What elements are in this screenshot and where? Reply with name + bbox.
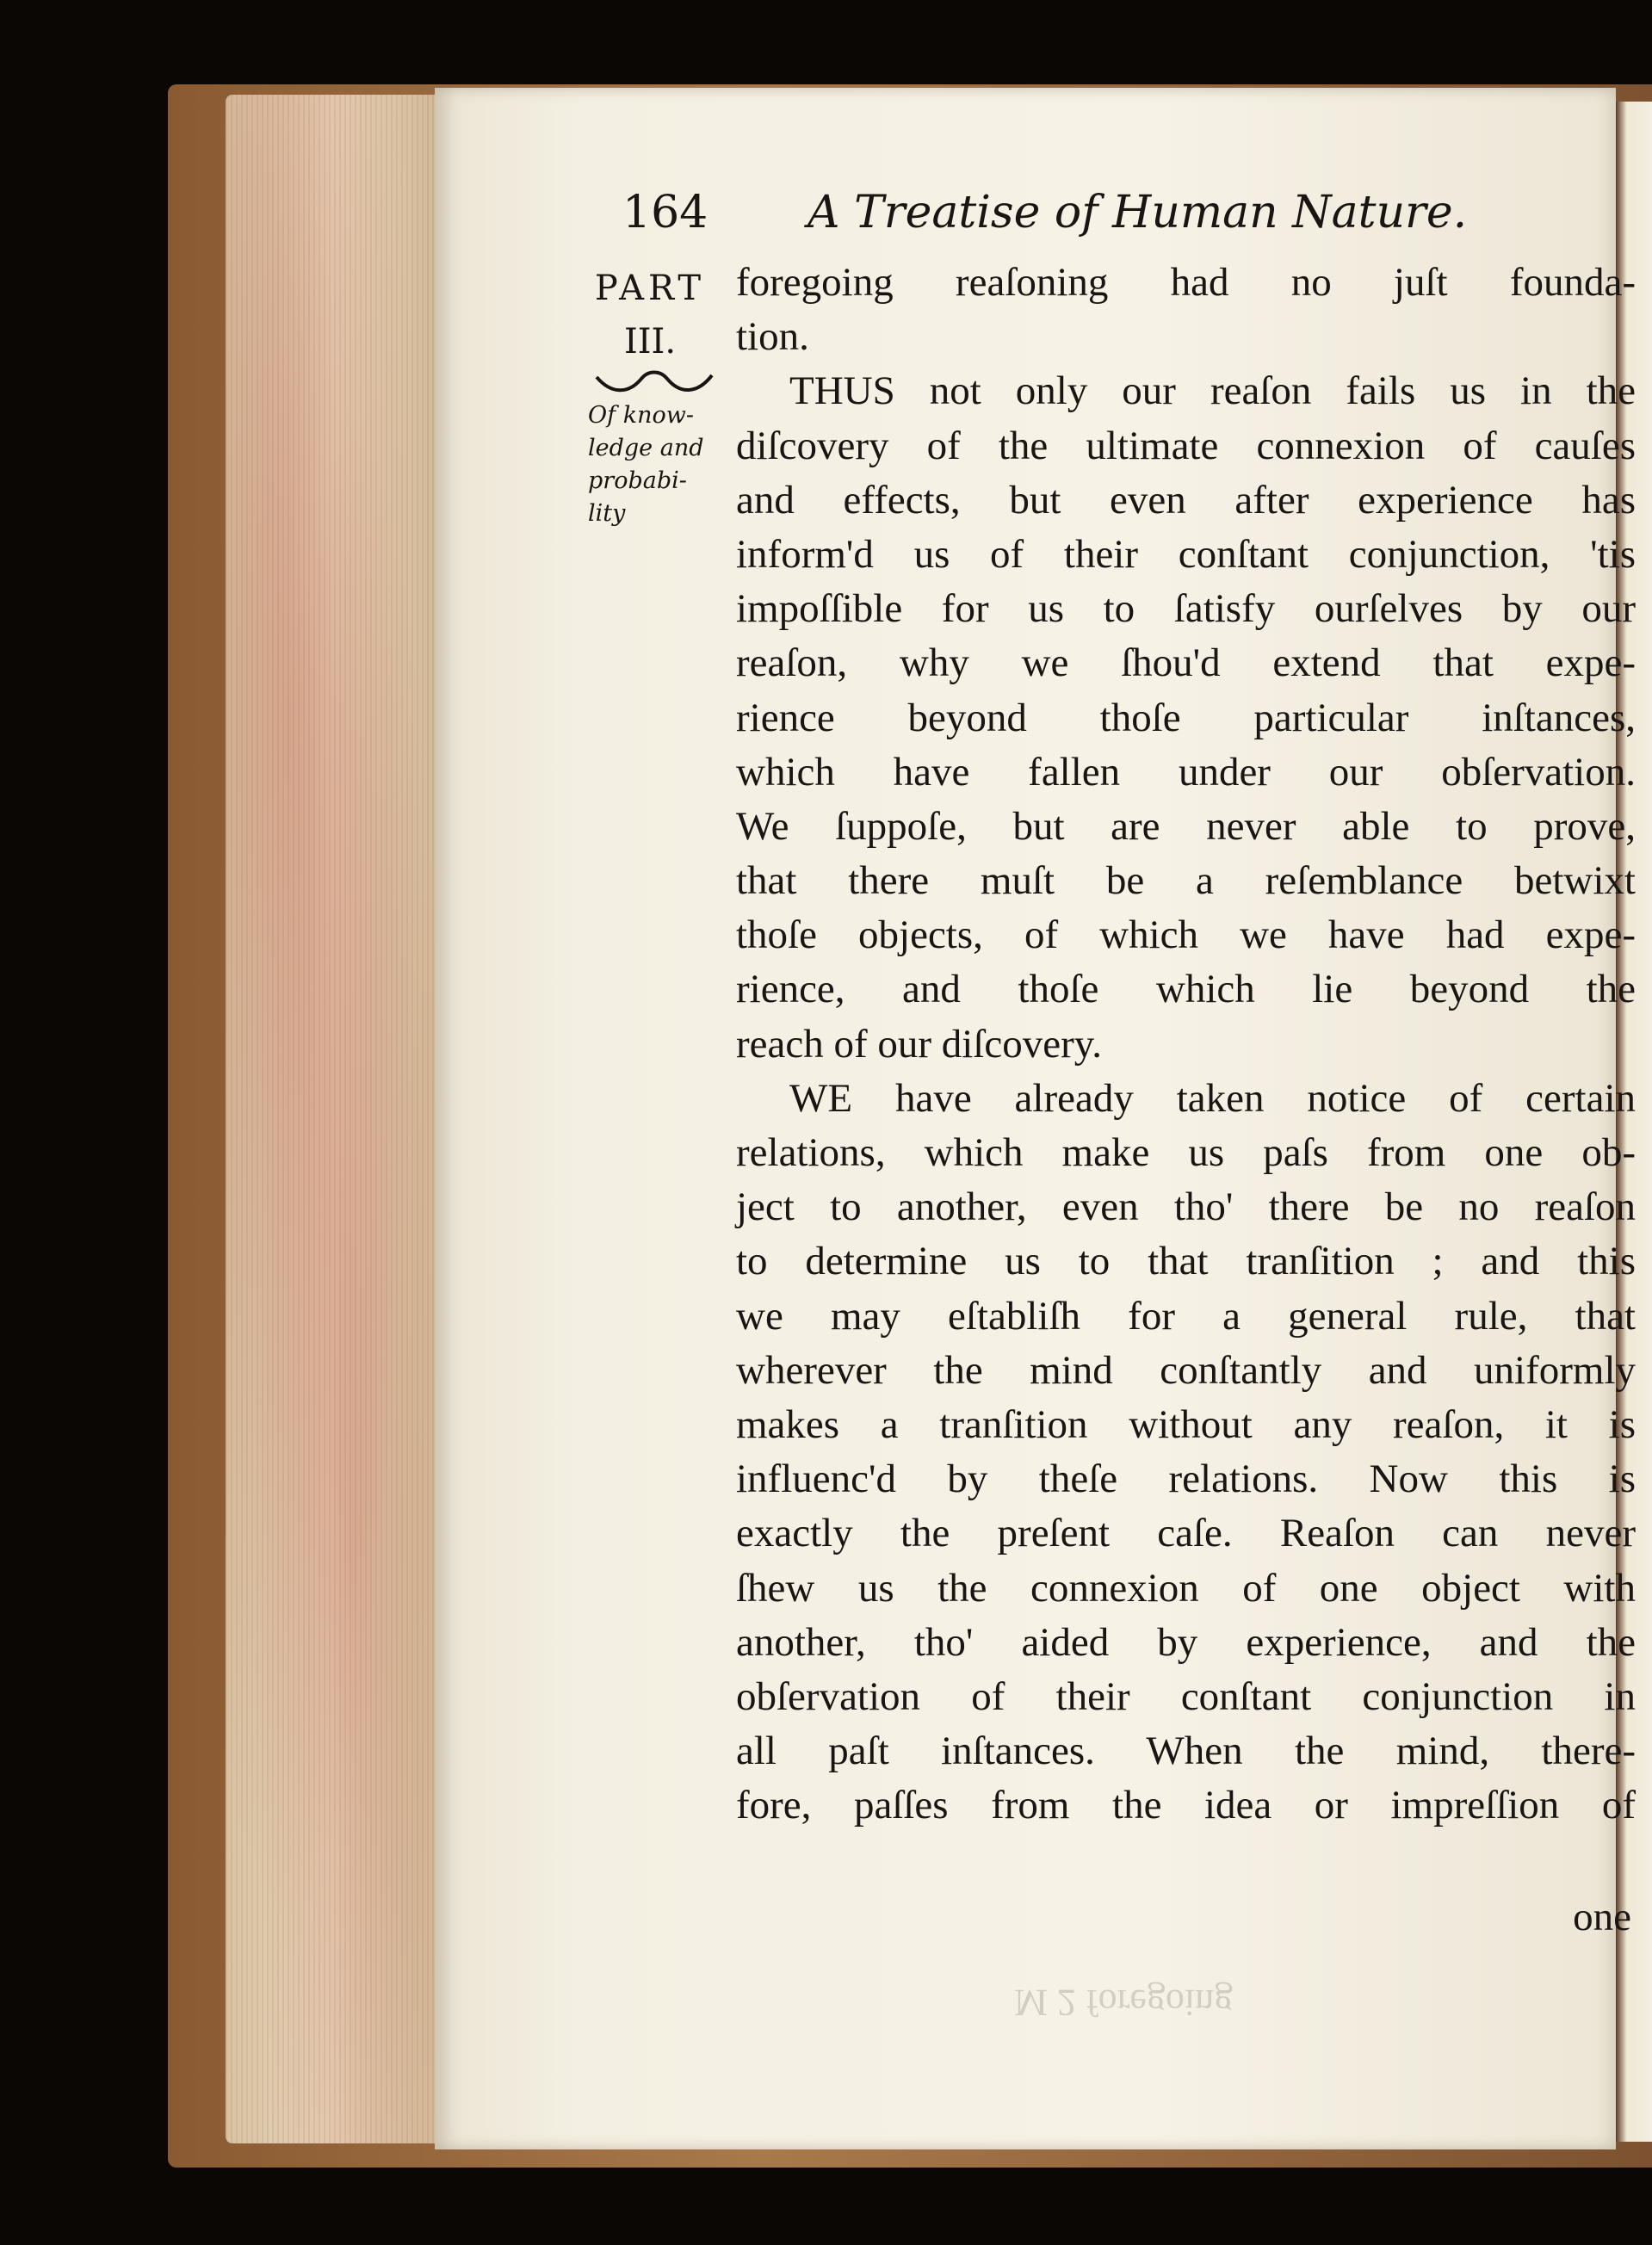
marginal-note-line: ledge and — [588, 435, 704, 461]
text-line: rience, and thoſe which lie beyond the — [736, 967, 1636, 1012]
text-line: inform'd us of their conſtant conjunction, 'tis — [736, 531, 1636, 577]
text-line: makes a tranſition without any reaſon, it is — [736, 1401, 1636, 1447]
text-line: to determine us to that tranſition ; and this — [736, 1239, 1636, 1284]
text-line: and effects, but even after experience has — [736, 477, 1636, 523]
part-number: III. — [623, 322, 677, 362]
running-head — [622, 187, 1621, 247]
catchword: one — [1573, 1895, 1631, 1939]
part-label: PART — [594, 269, 706, 308]
text-line: ſhew us the connexion of one object with — [736, 1565, 1636, 1611]
text-line: reaſon, why we ſhou'd extend that expe- — [736, 640, 1636, 686]
text-line: influenc'd by theſe relations. Now this is — [736, 1456, 1636, 1502]
text-line: ject to another, even tho' there be no reaſon — [736, 1184, 1636, 1230]
text-line: WE have already taken notice of certain — [789, 1075, 1636, 1121]
book-page — [435, 88, 1636, 2149]
bleed-through-text: M 2 foregoing — [1013, 1982, 1234, 2024]
text-line: thoſe objects, of which we have had expe- — [736, 912, 1636, 958]
text-line: which have fallen under our obſervation. — [736, 749, 1636, 795]
text-line: fore, paſſes from the idea or impreſſion of — [736, 1783, 1636, 1828]
text-line: rience beyond thoſe particular inſtances, — [736, 695, 1636, 740]
text-line: we may eſtabliſh for a general rule, that — [736, 1293, 1636, 1339]
margin-part-label — [585, 262, 715, 368]
text-line: impoſſible for us to ſatisfy ourſelves by our — [736, 586, 1636, 632]
marginal-note — [588, 399, 717, 530]
ornament-icon — [590, 365, 719, 399]
page-number: 164 — [622, 187, 708, 238]
text-line: exactly the preſent caſe. Reaſon can never — [736, 1511, 1636, 1556]
text-line: THUS not only our reaſon fails us in the — [789, 368, 1636, 414]
marginal-note-line: Of know- — [588, 402, 694, 429]
text-line: that there muſt be a reſemblance betwixt — [736, 858, 1636, 904]
text-line: tion. — [736, 314, 809, 360]
page-title: A Treatise of Human Nature. — [807, 187, 1468, 238]
text-line: another, tho' aided by experience, and the — [736, 1619, 1636, 1665]
text-line: foregoing reaſoning had no juſt founda- — [736, 260, 1636, 305]
body-text — [736, 256, 1636, 1833]
text-line: We ſuppoſe, but are never able to prove, — [736, 803, 1636, 849]
text-line: diſcovery of the ultimate connexion of cauſes — [736, 423, 1636, 468]
marginal-note-line: probabi- — [588, 467, 687, 494]
page-edges — [226, 95, 439, 2143]
marginal-note-line: lity — [588, 500, 626, 527]
text-line: all paſt inſtances. When the mind, there- — [736, 1729, 1636, 1774]
text-line: wherever the mind conſtantly and uniformly — [736, 1347, 1636, 1393]
text-line: reach of our diſcovery. — [736, 1021, 1102, 1067]
text-line: relations, which make us paſs from one ob- — [736, 1130, 1636, 1175]
text-line: obſervation of their conſtant conjunction in — [736, 1673, 1636, 1719]
